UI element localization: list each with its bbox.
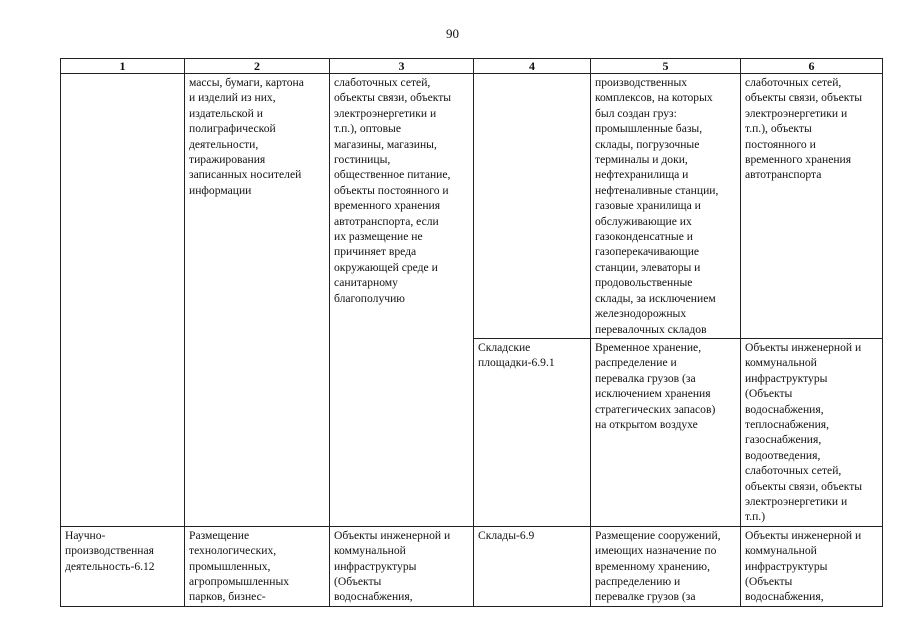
table-row	[61, 74, 883, 339]
page-number: 90	[446, 26, 459, 41]
cell-conditional-use-description: производственных комплексов, на которых был создан груз: промышленные базы, склады, погрузочные терминалы и доки, нефтехранилища и нефтеналивные станции, газовые хранилища и обслуживающие их газоконденсатные и газоперекачивающие станции, элеваторы и продовольственные склады, за исключением железнодорожных перевалочных складов	[591, 74, 741, 339]
cell-conditional-use-name	[474, 74, 591, 339]
cell-auxiliary-uses: слаботочных сетей, объекты связи, объекты электроэнергетики и т.п.), оптовые магазины, магазины, гостиницы, общественное питание, объекты постоянного и временного хранения автотранспорта, если их размещение не причиняет вреда окружающей среде и санитарному благополучию	[330, 74, 474, 527]
col-header-2: 2	[185, 59, 330, 74]
cell-auxiliary-uses: Объекты инженерной и коммунальной инфраструктуры (Объекты водоснабжения,	[330, 526, 474, 606]
cell-use-description: массы, бумаги, картона и изделий из них, издательской и полиграфической деятельности, тиражирования записанных носителей информации	[185, 74, 330, 527]
zoning-table	[60, 58, 883, 607]
col-header-1: 1	[61, 59, 185, 74]
cell-conditional-use-name: Склады-6.9	[474, 526, 591, 606]
header-row	[61, 59, 883, 74]
cell-conditional-use-description: Размещение сооружений, имеющих назначение по временному хранению, распределению и перевалке грузов (за	[591, 526, 741, 606]
col-header-5: 5	[591, 59, 741, 74]
cell-use-name	[61, 74, 185, 527]
cell-conditional-use-description: Временное хранение, распределение и перевалка грузов (за исключением хранения стратегических запасов) на открытом воздухе	[591, 338, 741, 526]
col-header-3: 3	[330, 59, 474, 74]
cell-conditional-auxiliary: слаботочных сетей, объекты связи, объекты электроэнергетики и т.п.), объекты постоянного и временного хранения автотранспорта	[741, 74, 883, 339]
cell-use-description: Размещение технологических, промышленных, агропромышленных парков, бизнес-	[185, 526, 330, 606]
col-header-6: 6	[741, 59, 883, 74]
cell-conditional-auxiliary: Объекты инженерной и коммунальной инфраструктуры (Объекты водоснабжения, теплоснабжения, газоснабжения, водоотведения, слаботочных сетей, объекты связи, объекты электроэнергетики и т.п.)	[741, 338, 883, 526]
cell-conditional-auxiliary: Объекты инженерной и коммунальной инфраструктуры (Объекты водоснабжения,	[741, 526, 883, 606]
table-row	[61, 526, 883, 606]
cell-conditional-use-name: Складские площадки-6.9.1	[474, 338, 591, 526]
col-header-4: 4	[474, 59, 591, 74]
cell-use-name: Научно- производственная деятельность-6.12	[61, 526, 185, 606]
